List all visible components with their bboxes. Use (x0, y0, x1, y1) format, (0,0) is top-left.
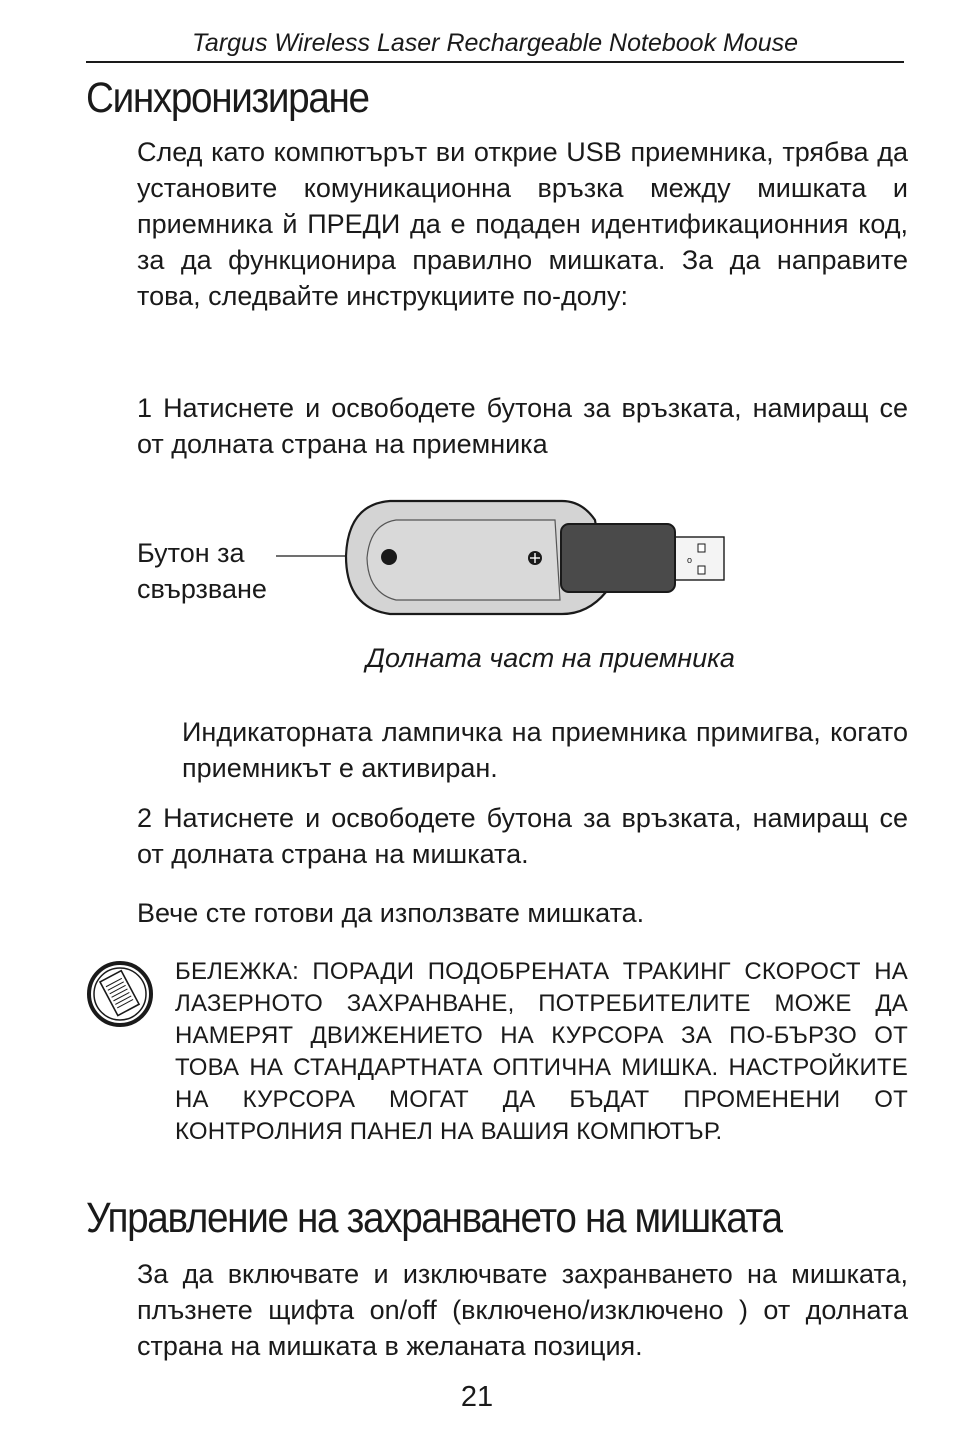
header-divider (86, 61, 904, 63)
receiver-bottom-diagram (270, 496, 730, 622)
note-pad-icon (86, 960, 154, 1028)
usb-plug-housing (561, 524, 675, 592)
usb-connector-label: o (687, 555, 693, 565)
step-2: 2 Натиснете и освободете бутона за връзката, намиращ се от долната страна на мишката. (137, 803, 908, 869)
section-heading-power: Управление на захранването на мишката (86, 1194, 782, 1242)
indicator-paragraph: Индикаторната лампичка на приемника примигва, когато приемникът е активиран. (182, 717, 908, 783)
ready-paragraph: Вече сте готови да използвате мишката. (137, 898, 645, 928)
callout-line-2: свързване (137, 574, 267, 604)
note-text: БЕЛЕЖКА: ПОРАДИ ПОДОБРЕНАТА ТРАКИНГ СКОРОСТ НА ЛАЗЕРНОТО ЗАХРАНВАНЕ, ПОТРЕБИТЕЛИТЕ МОЖЕ ДА НАМЕРЯТ ДВИЖЕНИЕТО НА КУРСОРА ЗА ПО-БЪРЗО ОТ ТОВА НА СТАНДАРТНАТА ОПТИЧНА МИШКА. НАСТРОЙКИТЕ НА КУРСОРА МОГАТ ДА БЪДАТ ПРОМЕНЕНИ ОТ КОНТРОЛНИЯ ПАНЕЛ НА ВАШИЯ КОМПЮТЪР. (175, 958, 908, 1145)
intro-paragraph: След като компютърът ви открие USB приемника, трябва да установите комуникационна връзка между мишката и приемника й ПРЕДИ да е подаден идентификационния код, за да функционира правилно мишката. За да направите това, следвайте инструкциите по-долу: (137, 137, 908, 311)
connect-button-dot (381, 549, 397, 565)
usb-plug-metal (668, 537, 724, 580)
step-1: 1 Натиснете и освободете бутона за връзката, намиращ се от долната страна на приемника (137, 393, 908, 459)
usb-slot-top (698, 544, 705, 552)
callout-line-1: Бутон за (137, 538, 245, 568)
section-heading-sync: Синхронизиране (86, 74, 369, 122)
page-number: 21 (460, 1381, 494, 1413)
usb-slot-bottom (698, 566, 705, 574)
connect-button-callout (137, 535, 287, 607)
figure-caption: Долната част на приемника (366, 643, 735, 673)
power-paragraph: За да включвате и изключвате захранването на мишката, плъзнете щифта on/off (включено/изключено ) от долната страна на мишката в желаната позиция. (137, 1259, 908, 1361)
running-header: Targus Wireless Laser Rechargeable Notebook Mouse (191, 29, 799, 57)
